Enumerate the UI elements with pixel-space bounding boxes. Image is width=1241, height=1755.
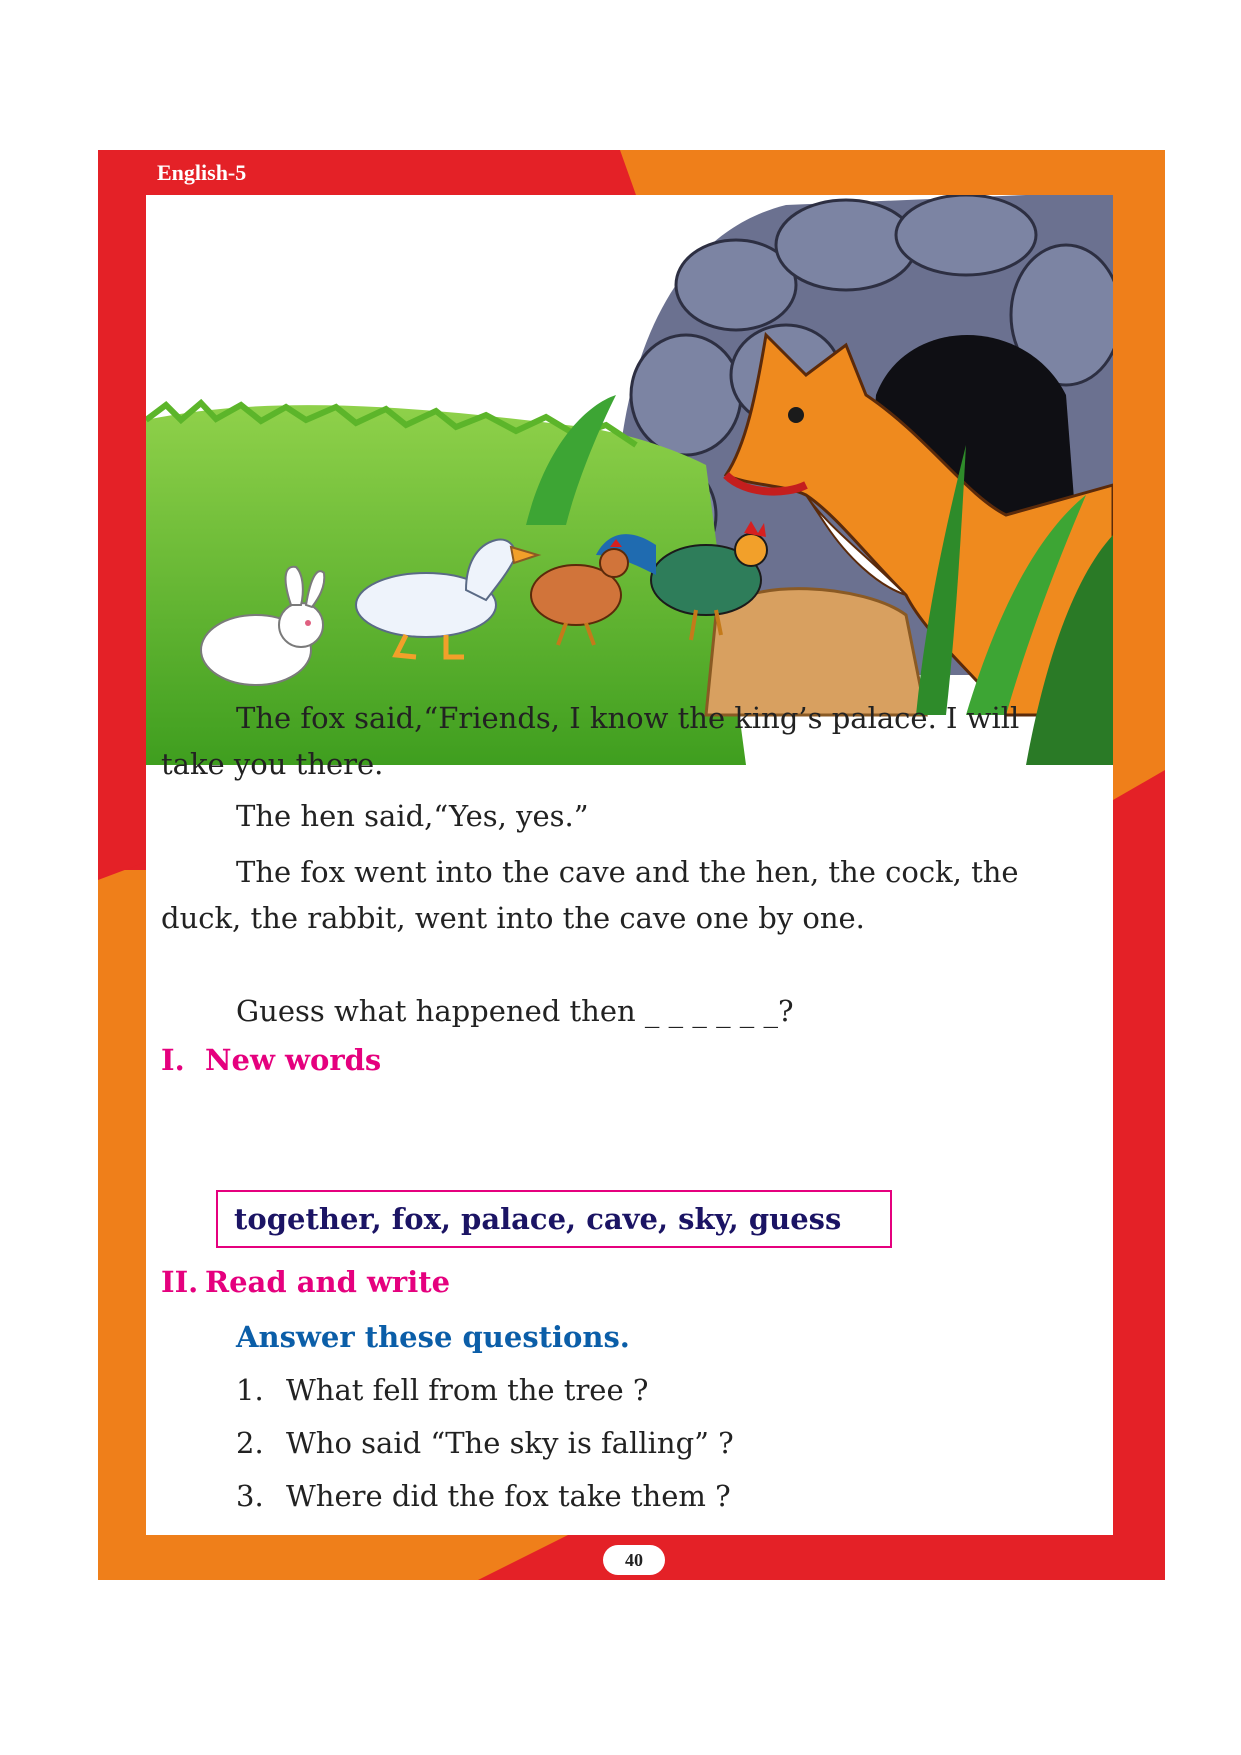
story-paragraph: Guess what happened then _ _ _ _ _ _?: [236, 994, 794, 1028]
question-number: 1.: [236, 1373, 264, 1407]
question-number: 2.: [236, 1426, 264, 1460]
header-label: English-5: [157, 160, 247, 185]
question-item: [236, 1426, 734, 1460]
question-text: Who said “The sky is falling” ?: [286, 1426, 734, 1460]
read-write-heading: [161, 1265, 450, 1299]
story-paragraph: The fox went into the cave and the hen, the cock, the duck, the rabbit, went into the cave one by one.: [161, 855, 1019, 935]
page-number: 40: [603, 1545, 665, 1575]
question-item: [236, 1479, 731, 1513]
questions-subheading: Answer these questions.: [236, 1320, 630, 1354]
section-number: II.: [161, 1265, 199, 1299]
section-title-text: Read and write: [205, 1265, 451, 1299]
vocabulary-box: together, fox, palace, cave, sky, guess: [216, 1190, 892, 1248]
question-text: Where did the fox take them ?: [286, 1479, 731, 1513]
story-paragraph: The hen said,“Yes, yes.”: [236, 799, 589, 833]
content-panel: [146, 195, 1113, 1535]
section-number: I.: [161, 1043, 185, 1077]
new-words-heading: [161, 1043, 381, 1077]
question-number: 3.: [236, 1479, 264, 1513]
question-text: What fell from the tree ?: [286, 1373, 649, 1407]
section-title-text: New words: [205, 1043, 382, 1077]
text-area: [146, 195, 1113, 1535]
question-item: [236, 1373, 648, 1407]
story-paragraph: The fox said,“Friends, I know the king’s palace. I will take you there.: [161, 701, 1020, 781]
